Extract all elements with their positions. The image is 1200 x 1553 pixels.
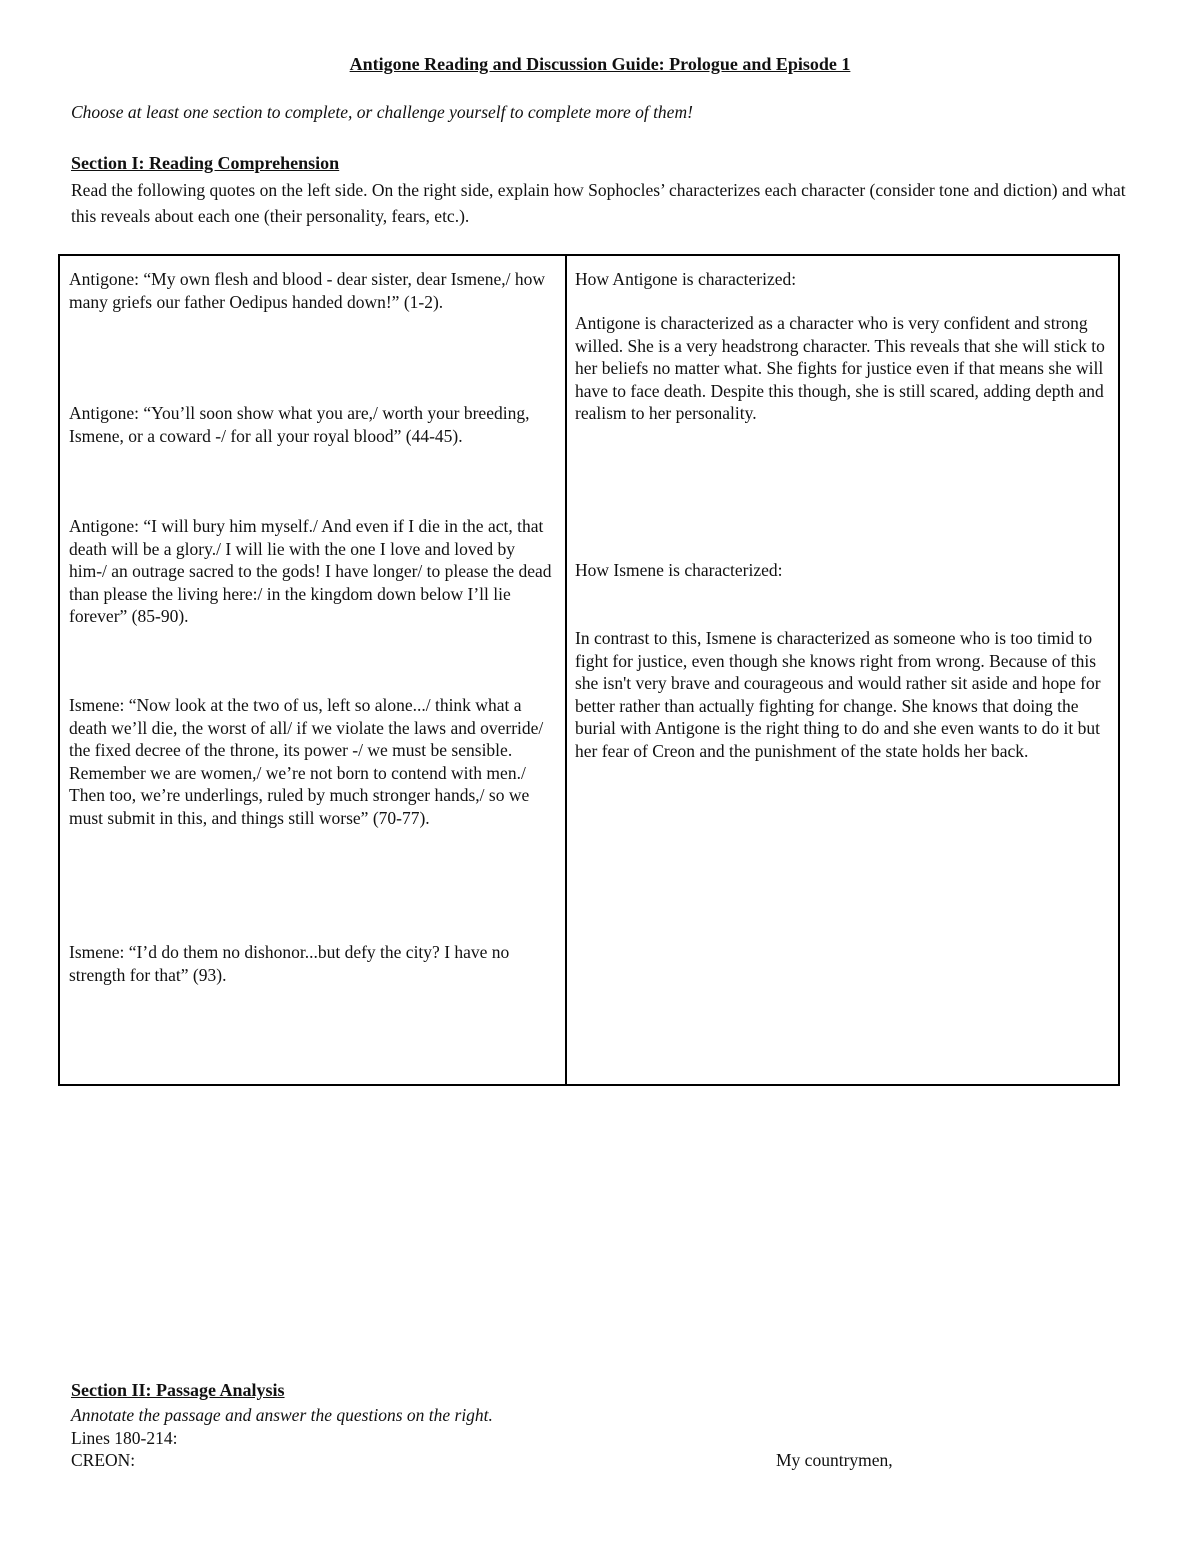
section-1-description: Read the following quotes on the left side. On the right side, explain how Sophocles’ characterizes each character (consider tone and diction) and what this reveals about each one (their personality, fears, etc.). (71, 180, 1126, 226)
quote-5: Ismene: “I’d do them no dishonor...but defy the city? I have no strength for that” (93). (69, 942, 510, 985)
quote-4: Ismene: “Now look at the two of us, left so alone.../ think what a death we’ll die, the worst of all/ if we violate the laws and override/ the fixed decree of the throne, its power -/ we must be sensible. Remember we are women,/ we’re not born to contend with men./ Then too, we’re underlings, ruled by much stronger hands,/ so we must submit in this, and things still worse” (70-77). (69, 695, 544, 828)
section-2-heading: Section II: Passage Analysis (71, 1380, 285, 1400)
quote-1: Antigone: “My own flesh and blood - dear sister, dear Ismene,/ how many griefs our father Oedipus handed down!” (1-2). (69, 269, 546, 312)
instructions: Choose at least one section to complete, or challenge yourself to complete more of them! (71, 102, 693, 122)
section-2-instructions: Annotate the passage and answer the questions on the right. (71, 1405, 493, 1425)
ismene-response-label: How Ismene is characterized: (575, 560, 783, 580)
document-title: Antigone Reading and Discussion Guide: Prologue and Episode 1 (349, 54, 851, 74)
quote-2: Antigone: “You’ll soon show what you are,/ worth your breeding, Ismene, or a coward -/ for all your royal blood” (44-45). (69, 403, 530, 446)
speaker-name: CREON: (71, 1450, 136, 1470)
section-1-heading: Section I: Reading Comprehension (71, 153, 340, 173)
column-divider (565, 256, 567, 1084)
quote-table (58, 254, 1120, 1086)
ismene-response-text: In contrast to this, Ismene is characterized as someone who is too timid to fight for justice, even though she knows right from wrong. Because of this she isn't very brave and courageous and would rather sit aside and hope for better rather than actually fighting for change. She knows that doing the burial with Antigone is the right thing to do and she even wants to do it but her fear of Creon and the punishment of the state holds her back. (575, 628, 1101, 761)
antigone-response-text: Antigone is characterized as a character who is very confident and strong willed. She is a very headstrong character. This reveals that she will stick to her beliefs no matter what. She fights for justice even if that means she will have to face death. Despite this though, she is still scared, adding depth and realism to her personality. (575, 313, 1105, 423)
passage-lines: Lines 180-214: (71, 1428, 178, 1448)
antigone-response-label: How Antigone is characterized: (575, 269, 797, 289)
quote-3: Antigone: “I will bury him myself./ And even if I die in the act, that death will be a glory./ I will lie with the one I love and loved by him-/ an outrage sacred to the gods! I have longer/ to please the dead than please the living here:/ in the kingdom down below I’ll lie forever” (85-90). (69, 516, 552, 626)
passage-first-line: My countrymen, (776, 1450, 893, 1470)
